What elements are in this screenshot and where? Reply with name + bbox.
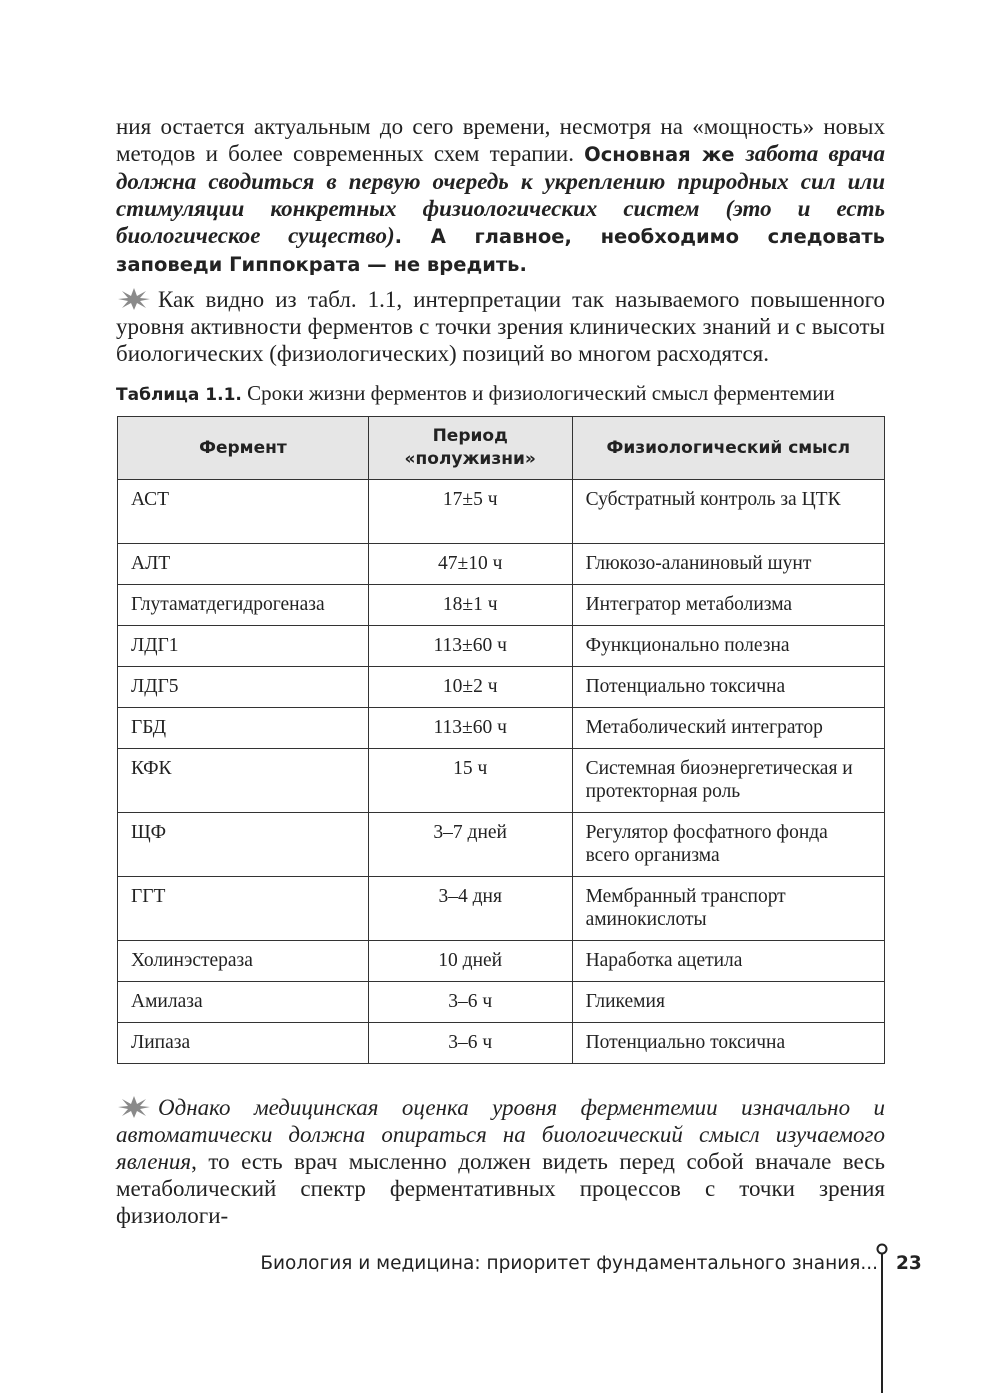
table-row [118,749,885,813]
meaning-cell: Потенциально токсична [572,667,884,708]
enzyme-table [117,416,885,1064]
half-life-cell: 15 ч [368,749,572,813]
running-title: Биология и медицина: приоритет фундаментального знания... [260,1253,878,1274]
table-caption-text: Сроки жизни ферментов и физиологический смысл ферментемии [241,381,835,405]
second-paragraph [116,286,885,367]
bottom-paragraph-text: , то есть врач мысленно должен видеть перед собой вначале весь метаболический спектр ферментативных процессов с точки зрения физиологи- [116,1149,885,1228]
table-row [118,667,885,708]
enzyme-cell: ГБД [118,708,369,749]
second-paragraph-text: Как видно из табл. 1.1, интерпретации так называемого повышенного уровня активности ферментов с точки зрения клинических знаний и с высоты биологических (физиологических) позиций во многом расходятся. [116,287,885,366]
half-life-cell: 3–6 ч [368,982,572,1023]
meaning-cell: Системная биоэнергетическая и протекторная роль [572,749,884,813]
top-paragraph-text: ния остается актуальным до сего времени, несмотря на «мощность» новых методов и более современных схем терапии. [116,114,885,166]
star-icon [116,288,152,310]
meaning-cell: Гликемия [572,982,884,1023]
star-icon [116,1096,152,1118]
enzyme-cell: ГГТ [118,877,369,941]
page-marker-rule [872,1243,892,1393]
meaning-cell: Глюкозо-аланиновый шунт [572,544,884,585]
enzyme-cell: ЛДГ1 [118,626,369,667]
enzyme-cell: Амилаза [118,982,369,1023]
half-life-cell: 113±60 ч [368,626,572,667]
half-life-cell: 17±5 ч [368,480,572,544]
meaning-cell: Интегратор метаболизма [572,585,884,626]
header-half-life: Период «полужизни» [368,417,572,480]
meaning-cell: Метаболический интегратор [572,708,884,749]
meaning-cell: Потенциально токсична [572,1023,884,1064]
half-life-cell: 10 дней [368,941,572,982]
enzyme-cell: Липаза [118,1023,369,1064]
table-row [118,877,885,941]
table-caption-label: Таблица 1.1. [116,385,242,405]
top-paragraph [116,113,885,278]
table-row [118,941,885,982]
header-meaning: Физиологический смысл [572,417,884,480]
table-row [118,626,885,667]
table-header-row [118,417,885,480]
half-life-cell: 18±1 ч [368,585,572,626]
half-life-cell: 113±60 ч [368,708,572,749]
table-row [118,813,885,877]
table-row [118,982,885,1023]
table-row [118,1023,885,1064]
meaning-cell: Субстратный контроль за ЦТК [572,480,884,544]
enzyme-cell: Холинэстераза [118,941,369,982]
half-life-cell: 47±10 ч [368,544,572,585]
table-row [118,585,885,626]
page-number: 23 [896,1253,922,1274]
bottom-paragraph [116,1094,885,1229]
enzyme-cell: ЛДГ5 [118,667,369,708]
table-row [118,544,885,585]
enzyme-cell: ЩФ [118,813,369,877]
half-life-cell: 3–7 дней [368,813,572,877]
top-paragraph-bold-end: . А главное, необходимо следовать заповеди Гиппократа — не вредить. [116,225,886,276]
half-life-cell: 3–4 дня [368,877,572,941]
table-caption [116,380,896,408]
meaning-cell: Функционально полезна [572,626,884,667]
top-paragraph-bold-italic: забота врача должна сводиться в первую очередь к укреплению природных сил или стимуляции конкретных физиологических систем (это и есть биологическое существо) [116,141,885,248]
top-paragraph-bold-lead: Основная же [584,143,746,166]
table-row [118,480,885,544]
meaning-cell: Регулятор фосфатного фонда всего организма [572,813,884,877]
enzyme-cell: КФК [118,749,369,813]
header-enzyme: Фермент [118,417,369,480]
enzyme-cell: Глутаматдегидрогеназа [118,585,369,626]
meaning-cell: Мембранный транспорт аминокислоты [572,877,884,941]
half-life-cell: 10±2 ч [368,667,572,708]
enzyme-cell: АЛТ [118,544,369,585]
meaning-cell: Наработка ацетила [572,941,884,982]
enzyme-cell: АСТ [118,480,369,544]
bottom-paragraph-italic: Однако медицинская оценка уровня ферментемии изначально и автоматически должна опираться на биологический смысл изучаемого явления [116,1095,885,1174]
half-life-cell: 3–6 ч [368,1023,572,1064]
table-row [118,708,885,749]
